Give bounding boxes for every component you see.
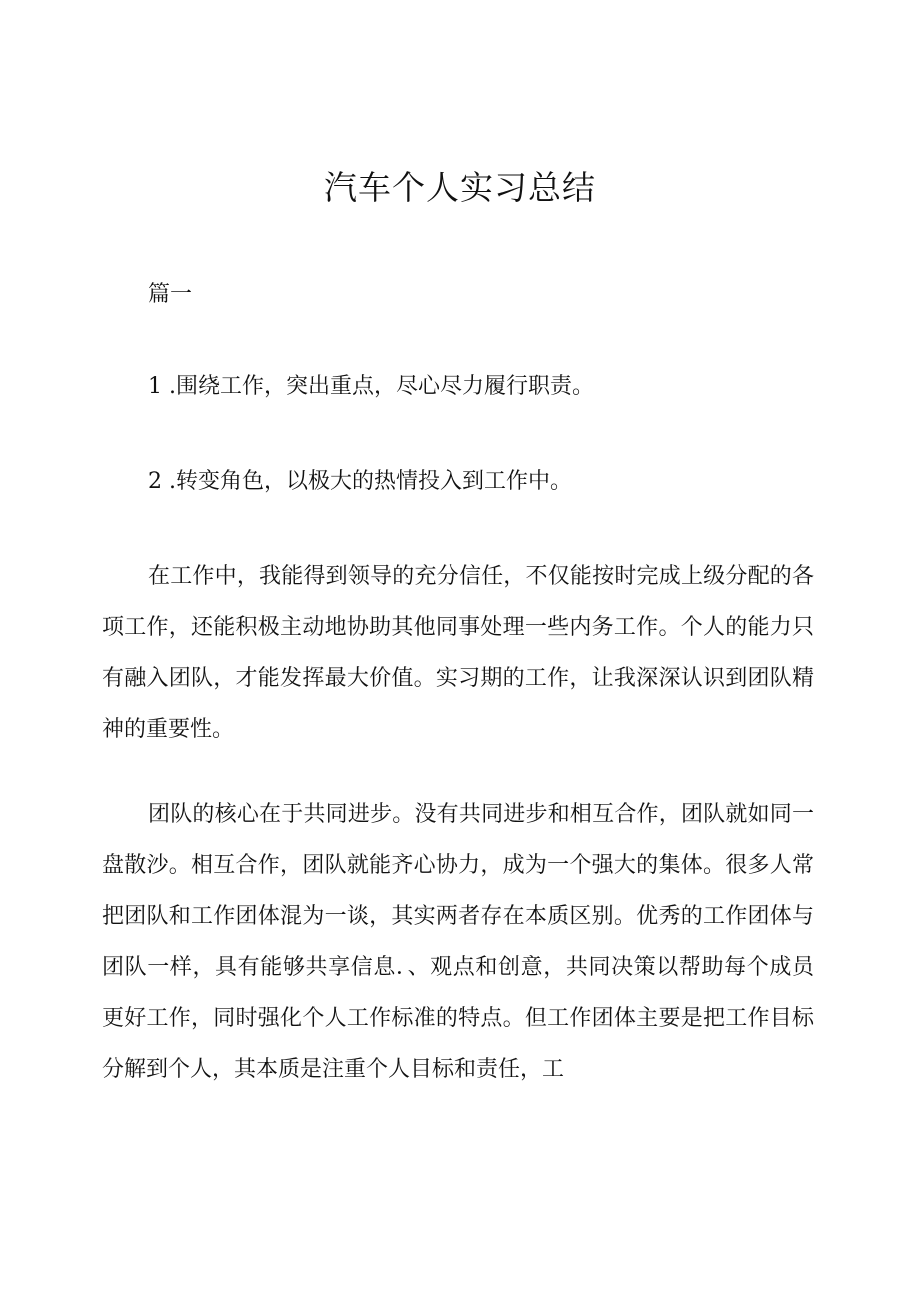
body-paragraph: 团队的核心在于共同进步。没有共同进步和相互合作，团队就如同一盘散沙。相互合作，团队就能齐心协力，成为一个强大的集体。很多人常把团队和工作团体混为一谈，其实两者存在本质区别。优秀的工作团体与团队一样，具有能够共享信息．、观点和创意，共同决策以帮助每个成员更好工作，同时强化个人工作标准的特点。但工作团体主要是把工作目标分解到个人，其本质是注重个人目标和责任，工 [102, 802, 814, 1082]
section-label: 篇一 [148, 282, 193, 307]
document-title: 汽车个人实习总结 [324, 168, 596, 207]
body-paragraph: 在工作中，我能得到领导的充分信任，不仅能按时完成上级分配的各项工作，还能积极主动地协助其他同事处理一些内务工作。个人的能力只有融入团队，才能发挥最大价值。实习期的工作，让我深深认识到团队精神的重要性。 [102, 564, 814, 742]
list-item: 2 .转变角色，以极大的热情投入到工作中。 [148, 469, 572, 494]
list-item: 1 .围绕工作，突出重点，尽心尽力履行职责。 [148, 374, 594, 399]
